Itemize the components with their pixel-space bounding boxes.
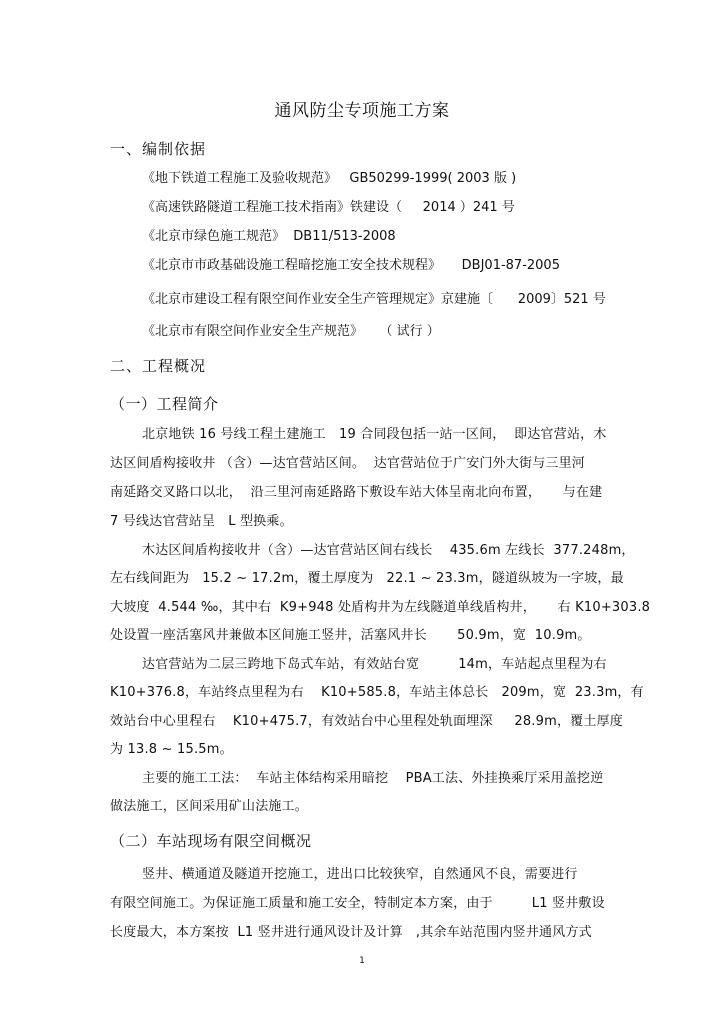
reference-item: 《北京市有限空间作业安全生产规范》 （ 试行 ） — [142, 324, 440, 339]
paragraph-line: 达区间盾构接收井 （含）—达官营站区间。 达官营站位于广安门外大街与三里河 — [110, 456, 585, 471]
paragraph-line: 南延路交叉路口以北， 沿三里河南延路路下敷设车站大体呈南北向布置， 与在建 — [110, 485, 603, 500]
paragraph-line: 效站台中心里程右 K10+475.7，有效站台中心里程处轨面埋深 28.9m，覆土厚度 — [110, 714, 623, 729]
paragraph-line: 左右线间距为 15.2 ~ 17.2m，覆土厚度为 22.1 ~ 23.3m，隧道纵坡为一字坡，最 — [110, 571, 624, 586]
page-number: 1 — [359, 956, 365, 966]
paragraph-line: 竖井、横通道及隧道开挖施工，进出口比较狭窄，自然通风不良，需要进行 — [142, 867, 578, 882]
subsection-1-heading: （一）工程简介 — [110, 395, 219, 413]
subsection-2-heading: （二）车站现场有限空间概况 — [110, 832, 312, 850]
paragraph-line: 木达区间盾构接收井（含）—达官营站区间右线长 435.6m 左线长 377.248m， — [142, 543, 635, 558]
paragraph-line: K10+376.8，车站终点里程为右 K10+585.8，车站主体总长 209m，宽 23.3m，有 — [110, 685, 644, 700]
reference-item: 《北京市建设工程有限空间作业安全生产管理规定》京建施〔 2009〕521 号 — [142, 292, 606, 307]
paragraph-line: 长度最大，本方案按 L1 竖井进行通风设计及计算 ,其余车站范围内竖井通风方式 — [110, 925, 592, 940]
paragraph-line: 北京地铁 16 号线工程土建施工 19 合同段包括一站一区间， 即达官营站，木 — [142, 427, 607, 442]
reference-item: 《地下铁道工程施工及验收规范》 GB50299-1999( 2003 版 ) — [142, 171, 517, 186]
section-2-heading: 二、工程概况 — [110, 357, 207, 375]
paragraph-line: 为 13.8 ~ 15.5m。 — [110, 742, 233, 757]
reference-item: 《高速铁路隧道工程施工技术指南》铁建设（ 2014 ）241 号 — [142, 200, 515, 215]
paragraph-line: 有限空间施工。为保证施工质量和施工安全，特制定本方案，由于 L1 竖井敷设 — [110, 896, 605, 911]
section-1-heading: 一、编制依据 — [110, 140, 207, 158]
reference-item: 《北京市绿色施工规范》 DB11/513-2008 — [142, 229, 396, 244]
page-title: 通风防尘专项施工方案 — [274, 101, 450, 121]
paragraph-line: 处设置一座活塞风井兼做本区间施工竖井，活塞风井长 50.9m，宽 10.9m。 — [110, 628, 591, 643]
paragraph-line: 7 号线达官营站呈 L 型换乘。 — [110, 514, 293, 529]
paragraph-line: 达官营站为二层三跨地下岛式车站，有效站台宽 14m，车站起点里程为右 — [142, 657, 607, 672]
paragraph-line: 主要的施工工法： 车站主体结构采用暗挖 PBA工法、外挂换乘厅采用盖挖逆 — [142, 771, 604, 786]
paragraph-line: 做法施工，区间采用矿山法施工。 — [110, 799, 309, 814]
paragraph-line: 大坡度 4.544 ‰，其中右 K9+948 处盾构井为左线隧道单线盾构井， 右 K10+303.8 — [110, 600, 651, 615]
reference-item: 《北京市市政基础设施工程暗挖施工安全技术规程》 DBJ01-87-2005 — [142, 258, 560, 273]
